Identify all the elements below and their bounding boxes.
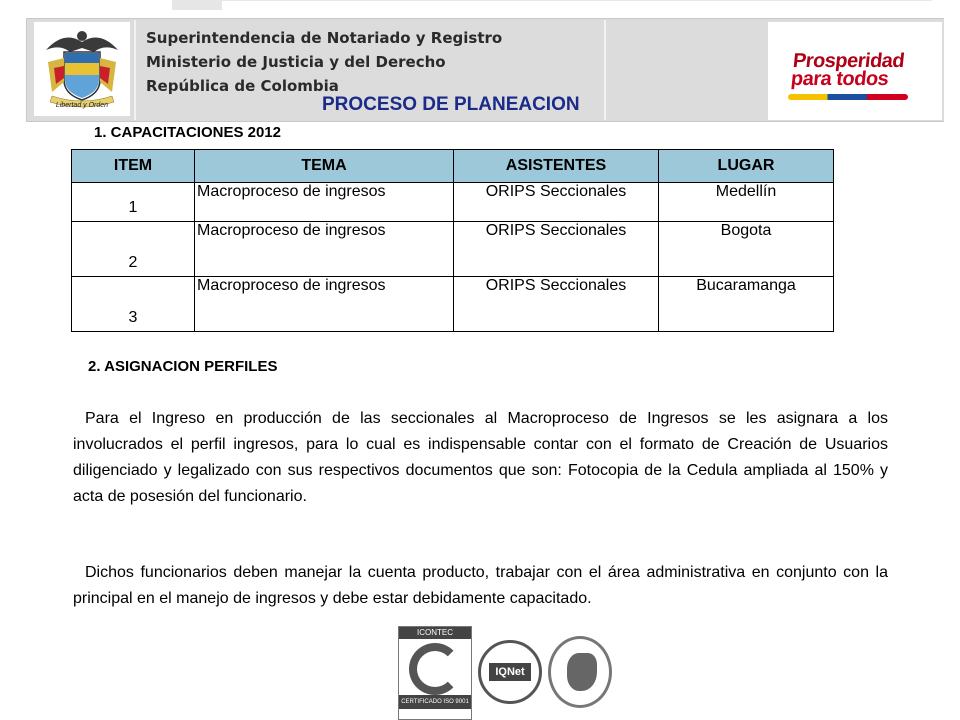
asistentes-cell: ORIPS Seccionales: [454, 277, 659, 332]
campaign-color-bar: [788, 94, 908, 100]
table-row: [72, 222, 834, 277]
table-row: [72, 277, 834, 332]
lugar-cell: Bogota: [659, 222, 834, 277]
asistentes-cell: ORIPS Seccionales: [454, 183, 659, 222]
divider: [134, 20, 136, 120]
page-title: PROCESO DE PLANEACION: [322, 94, 580, 115]
tema-cell: Macroproceso de ingresos: [195, 183, 454, 222]
org-line-3: República de Colombia: [146, 77, 339, 95]
colombia-map-icon: [567, 653, 597, 691]
iqnet-certification-logo: [478, 640, 542, 704]
item-cell: 1: [72, 183, 195, 222]
banner-top-line: [222, 0, 932, 1]
banner-tab: [172, 0, 222, 10]
campaign-line-1: Prosperidad: [791, 50, 906, 72]
tema-cell: Macroproceso de ingresos: [195, 277, 454, 332]
paragraph-ingreso: [73, 406, 888, 510]
column-header: ASISTENTES: [454, 150, 659, 183]
section-heading-capacitaciones: 1. CAPACITACIONES 2012: [94, 124, 281, 141]
item-cell: 2: [72, 222, 195, 277]
paragraph-funcionarios: [73, 560, 888, 612]
org-line-2: Ministerio de Justicia y del Derecho: [146, 53, 446, 71]
prosperidad-logo: [768, 22, 942, 120]
paragraph-text: Para el Ingreso en producción de las seccionales al Macroproceso de Ingresos se les asignara a los involucrados el perfil ingresos, para lo cual es indispensable contar con el formato de Creación de Usuarios diligenciado y legalizado con sus respectivos documentos que son: Fotocopia de la Cedula ampliada al 150% y acta de posesión del funcionario.: [73, 410, 888, 505]
column-header: TEMA: [195, 150, 454, 183]
asistentes-cell: ORIPS Seccionales: [454, 222, 659, 277]
icontec-label: ICONTEC: [399, 627, 471, 639]
iqnet-label: IQNet: [489, 663, 531, 681]
icontec-certification-logo: [398, 626, 472, 720]
item-cell: 3: [72, 277, 195, 332]
campaign-text: [790, 52, 905, 88]
lugar-cell: Medellín: [659, 183, 834, 222]
lugar-cell: Bucaramanga: [659, 277, 834, 332]
colombia-certification-logo: [548, 636, 612, 708]
certification-logos: [398, 626, 612, 720]
column-header: ITEM: [72, 150, 195, 183]
paragraph-text: Dichos funcionarios deben manejar la cuenta producto, trabajar con el área administrativa en conjunto con la principal en el manejo de ingresos y debe estar debidamente capacitado.: [73, 564, 888, 607]
divider: [604, 20, 606, 120]
capacitaciones-table: [71, 149, 834, 332]
icontec-footer: CERTIFICADO ISO 9001: [399, 695, 471, 709]
banner-right-edge: [944, 18, 960, 122]
seal-motto: Libertad y Orden: [55, 102, 109, 109]
campaign-line-2: para todos: [789, 68, 890, 90]
tema-cell: Macroproceso de ingresos: [195, 222, 454, 277]
table-header-row: [72, 150, 834, 183]
table-row: [72, 183, 834, 222]
organization-name-block: [146, 26, 502, 98]
section-heading-asignacion-perfiles: 2. ASIGNACION PERFILES: [88, 358, 278, 375]
column-header: LUGAR: [659, 150, 834, 183]
icontec-ring-icon: [409, 643, 461, 695]
org-line-1: Superintendencia de Notariado y Registro: [146, 29, 503, 47]
